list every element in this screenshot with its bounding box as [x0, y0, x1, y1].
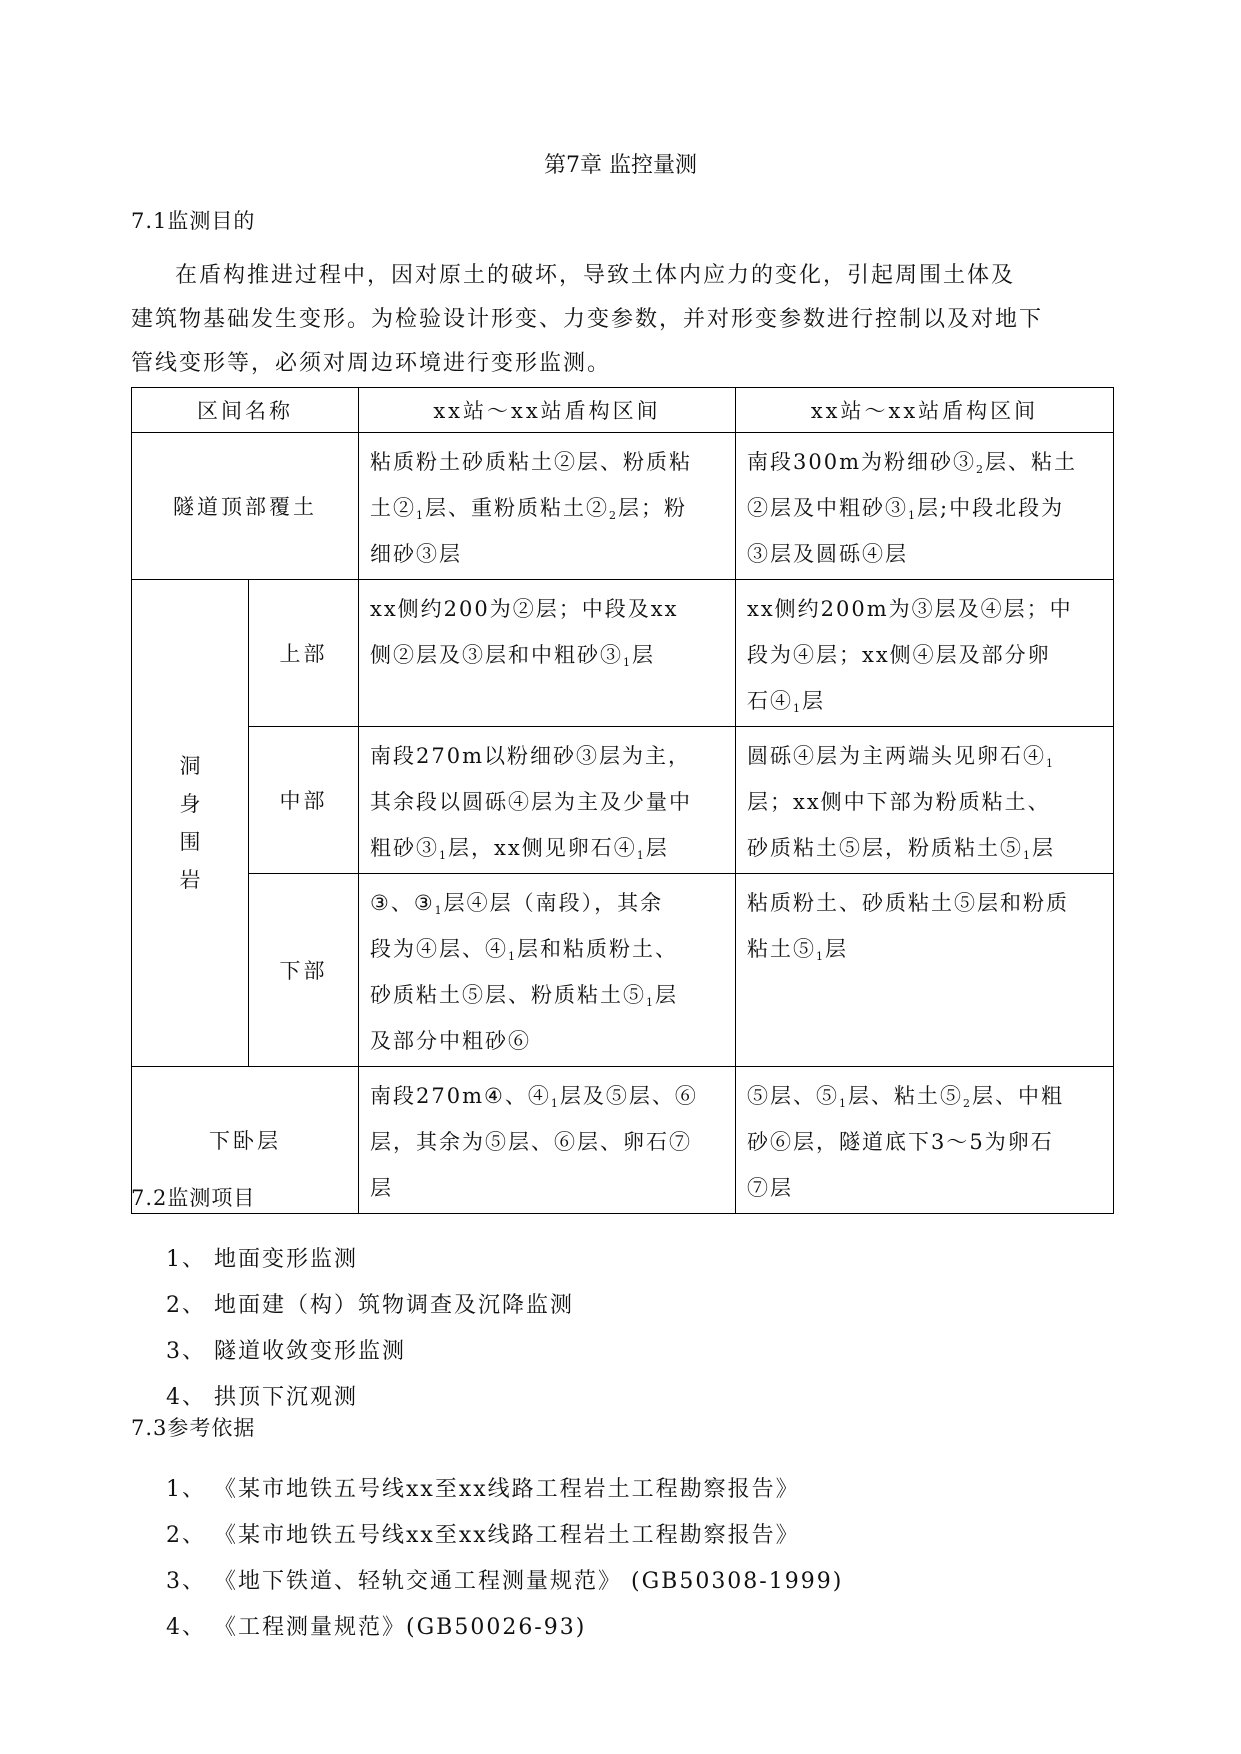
- cell-line: ②层及中粗砂$③_1$层;中段北段为: [747, 496, 1065, 522]
- table-cell: [736, 727, 1114, 874]
- cell-line: 段为④层；xx侧④层及部分卵: [747, 643, 1051, 667]
- list-number: 4、: [166, 1385, 206, 1410]
- section-heading-7-2: 7.2监测项目: [131, 1186, 256, 1210]
- cell-line: 砂⑥层，隧道底下3～5为卵石: [747, 1130, 1054, 1154]
- cell-line: ⑦层: [747, 1176, 793, 1200]
- group-label: [132, 580, 249, 1067]
- cell-line: 其余段以圆砾④层为主及少量中: [370, 790, 692, 814]
- paragraph-line: 管线变形等，必须对周边环境进行变形监测。: [131, 351, 612, 376]
- section-heading-7-1: 7.1监测目的: [131, 209, 256, 233]
- list-item: [166, 1472, 800, 1503]
- cell-line: 及部分中粗砂⑥: [370, 1029, 531, 1053]
- group-label-char: 洞: [179, 754, 201, 778]
- group-label-char: 岩: [179, 868, 201, 892]
- chapter-title: 第7章 监控量测: [544, 153, 697, 178]
- list-item: [166, 1518, 800, 1549]
- table-cell: [736, 433, 1114, 580]
- table-row: [132, 874, 1114, 1067]
- list-item: [166, 1242, 358, 1273]
- cell-line: 层；xx侧中下部为粉质粘土、: [747, 790, 1051, 814]
- list-number: 3、: [166, 1569, 206, 1594]
- paragraph-line: 建筑物基础发生变形。为检验设计形变、力变参数，并对形变参数进行控制以及对地下: [131, 307, 1044, 332]
- table-cell: [736, 874, 1114, 1067]
- row-label: 中部: [249, 727, 359, 874]
- list-item: [166, 1610, 586, 1641]
- row-label: 隧道顶部覆土: [132, 433, 359, 580]
- cell-line: xx侧约200m为③层及④层；中: [747, 597, 1073, 621]
- list-number: 3、: [166, 1339, 206, 1364]
- section-heading-7-3: 7.3参考依据: [131, 1416, 256, 1440]
- cell-line: ③、$③_1$层④层（南段），其余: [370, 891, 664, 917]
- cell-line: 粗砂$③_1$层，xx侧见卵石$④_1$层: [370, 836, 669, 862]
- cell-line: 层: [370, 1176, 393, 1200]
- table-cell: [359, 580, 736, 727]
- row-label: 上部: [249, 580, 359, 727]
- group-label-char: 围: [179, 830, 201, 854]
- list-item: [166, 1564, 843, 1595]
- table-row: [132, 433, 1114, 580]
- header-cell: 区间名称: [132, 388, 359, 433]
- list-text: 《工程测量规范》(GB50026-93): [214, 1615, 587, 1640]
- cell-line: 粘质粉土砂质粘土②层、粉质粘: [370, 450, 692, 474]
- cell-line: 段为④层、$④_1$层和粘质粉土、: [370, 937, 678, 963]
- cell-line: 南段300m为粉细砂$③_2$层、粘土: [747, 450, 1078, 476]
- table-row: [132, 727, 1114, 874]
- list-item: [166, 1334, 406, 1365]
- cell-line: 层，其余为⑤层、⑥层、卵石⑦: [370, 1130, 692, 1154]
- table-cell: [359, 727, 736, 874]
- table-header-row: [132, 388, 1114, 433]
- cell-line: xx侧约200为②层；中段及xx: [370, 597, 679, 621]
- cell-line: 细砂③层: [370, 542, 462, 566]
- list-number: 4、: [166, 1615, 206, 1640]
- list-item: [166, 1380, 358, 1411]
- cell-line: 砂质粘土⑤层、粉质粘土$⑤_1$层: [370, 983, 678, 1009]
- cell-line: ⑤层、$⑤_1$层、粘土$⑤_2$层、中粗: [747, 1084, 1064, 1110]
- cell-line: 南段270m④、$④_1$层及⑤层、⑥: [370, 1084, 698, 1110]
- cell-line: 侧②层及③层和中粗砂$③_1$层: [370, 643, 655, 669]
- list-text: 拱顶下沉观测: [214, 1385, 359, 1410]
- list-number: 2、: [166, 1293, 206, 1318]
- cell-line: 土$②_1$层、重粉质粘土$②_2$层；粉: [370, 496, 687, 522]
- list-number: 1、: [166, 1247, 206, 1272]
- table-cell: [359, 874, 736, 1067]
- list-text: 《某市地铁五号线xx至xx线路工程岩土工程勘察报告》: [214, 1477, 800, 1502]
- list-item: [166, 1288, 574, 1319]
- table-cell: [736, 1067, 1114, 1214]
- table-row: [132, 580, 1114, 727]
- cell-line: 南段270m以粉细砂③层为主，: [370, 744, 691, 768]
- list-text: 《地下铁道、轻轨交通工程测量规范》 (GB50308-1999): [214, 1569, 844, 1594]
- list-number: 2、: [166, 1523, 206, 1548]
- cell-line: ③层及圆砾④层: [747, 542, 908, 566]
- table-row: [132, 1067, 1114, 1214]
- cell-line: 粘质粉土、砂质粘土⑤层和粉质: [747, 891, 1069, 915]
- cell-line: 粘土$⑤_1$层: [747, 937, 848, 963]
- row-label: 下部: [249, 874, 359, 1067]
- section-paragraph: [131, 254, 1111, 386]
- list-text: 地面建（构）筑物调查及沉降监测: [214, 1293, 575, 1318]
- table-cell: [359, 1067, 736, 1214]
- list-text: 隧道收敛变形监测: [214, 1339, 407, 1364]
- strata-table: [131, 387, 1114, 1214]
- cell-line: 圆砾④层为主两端头见卵石$④_1$: [747, 744, 1055, 770]
- cell-line: 石$④_1$层: [747, 689, 825, 715]
- paragraph-line: 在盾构推进过程中，因对原土的破坏，导致土体内应力的变化，引起周围土体及: [175, 263, 1016, 288]
- row-label: 下卧层: [132, 1067, 359, 1214]
- list-text: 地面变形监测: [214, 1247, 359, 1272]
- group-label-char: 身: [179, 792, 201, 816]
- header-cell: xx站～xx站盾构区间: [359, 388, 736, 433]
- cell-line: 砂质粘土⑤层，粉质粘土$⑤_1$层: [747, 836, 1055, 862]
- table-cell: [359, 433, 736, 580]
- table-cell: [736, 580, 1114, 727]
- list-number: 1、: [166, 1477, 206, 1502]
- list-text: 《某市地铁五号线xx至xx线路工程岩土工程勘察报告》: [214, 1523, 800, 1548]
- header-cell: xx站～xx站盾构区间: [736, 388, 1114, 433]
